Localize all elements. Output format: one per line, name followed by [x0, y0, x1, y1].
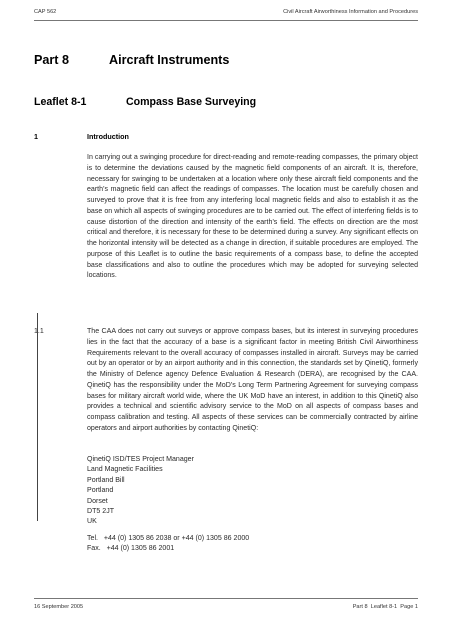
part-number: Part 8 [34, 53, 70, 67]
footer-divider [34, 598, 418, 599]
address-line: Portland [87, 487, 114, 495]
address-line: UK [87, 518, 97, 526]
address-block [87, 455, 194, 528]
footer-page-reference: Part 8 Leaflet 8-1 Page 1 [352, 604, 418, 610]
address-line: QinetiQ ISD/TES Project Manager [87, 456, 194, 463]
contact-block [87, 534, 249, 555]
section-title: Introduction [87, 132, 129, 141]
address-line: DT5 2JT [87, 508, 115, 516]
paragraph-1-1: The CAA does not carry out surveys or approve compass bases, but its interest in surveying procedures lies in the fact that the accuracy of a base is a significant factor in meeting British Civil Airworthiness Requirements relevant to the overall accuracy of compasses installed in aircraft. Surveys may be carried out by an operator or by an airport authority and in this connection, the standards set by QinetiQ, formerly the Ministry of Defence agency Defence Evaluation & Research (DERA), are recognised by the CAA. QinetiQ has the responsibility under the MoD’s Long Term Partnering Agreement for surveying compass bases for military aircraft world wide, where the UK MoD have an interest, in addition to this QinetiQ also provides a technical and scientific advisory service to the MoD on all aspects of compass bases and compass calibration and testing. All aspects of these services can be commercially contracted by airline operators and airport authorities by contacting QinetiQ: [87, 328, 418, 432]
header-publication-title: Civil Aircraft Airworthiness Information and Procedures [283, 9, 418, 15]
fax-line: Fax. +44 (0) 1305 86 2001 [87, 545, 175, 553]
leaflet-number: Leaflet 8-1 [34, 96, 87, 108]
footer-date: 16 September 2005 [34, 604, 84, 610]
address-line: Dorset [87, 497, 108, 505]
intro-paragraph: In carrying out a swinging procedure for direct-reading and remote-reading compasses, the primary object is to determine the deviations caused by the magnetic field components of an aircraft. It is, therefore, necessary for swinging to be undertaken at a location where only these aircraft field components and the earth’s magnetic field can affect the readings of compasses. The location must be carefully chosen and surveyed to prove that it is free from any interfering local magnetic fields and also to establish it as the base on which all aspects of swinging procedures are to be carried out. The effect of interfering fields is to cause distortion of the direction and intensity of the earth’s field. The effects on direction are the most critical and therefore, it is necessary for these to be determined during a survey. Any significant effects on the horizontal intensity will be detected as a change in direction, if suitable procedures are employed. The purpose of this Leaflet is to outline the basic requirements of a compass base, to define the accepted base classifications and also to outline the procedures which may be adopted for surveying selected locations. [87, 154, 418, 280]
header-publication-code: CAP 562 [34, 9, 57, 15]
telephone-line: Tel. +44 (0) 1305 86 2038 or +44 (0) 1305 86 2000 [87, 535, 250, 542]
address-line: Portland Bill [87, 476, 125, 484]
change-bar [37, 313, 38, 521]
leaflet-title: Compass Base Surveying [126, 96, 257, 108]
address-line: Land Magnetic Facilities [87, 466, 163, 474]
section-number: 1 [34, 132, 38, 141]
header-divider [34, 20, 418, 21]
paragraph-number: 1.1 [34, 328, 44, 335]
part-title: Aircraft Instruments [109, 53, 230, 67]
